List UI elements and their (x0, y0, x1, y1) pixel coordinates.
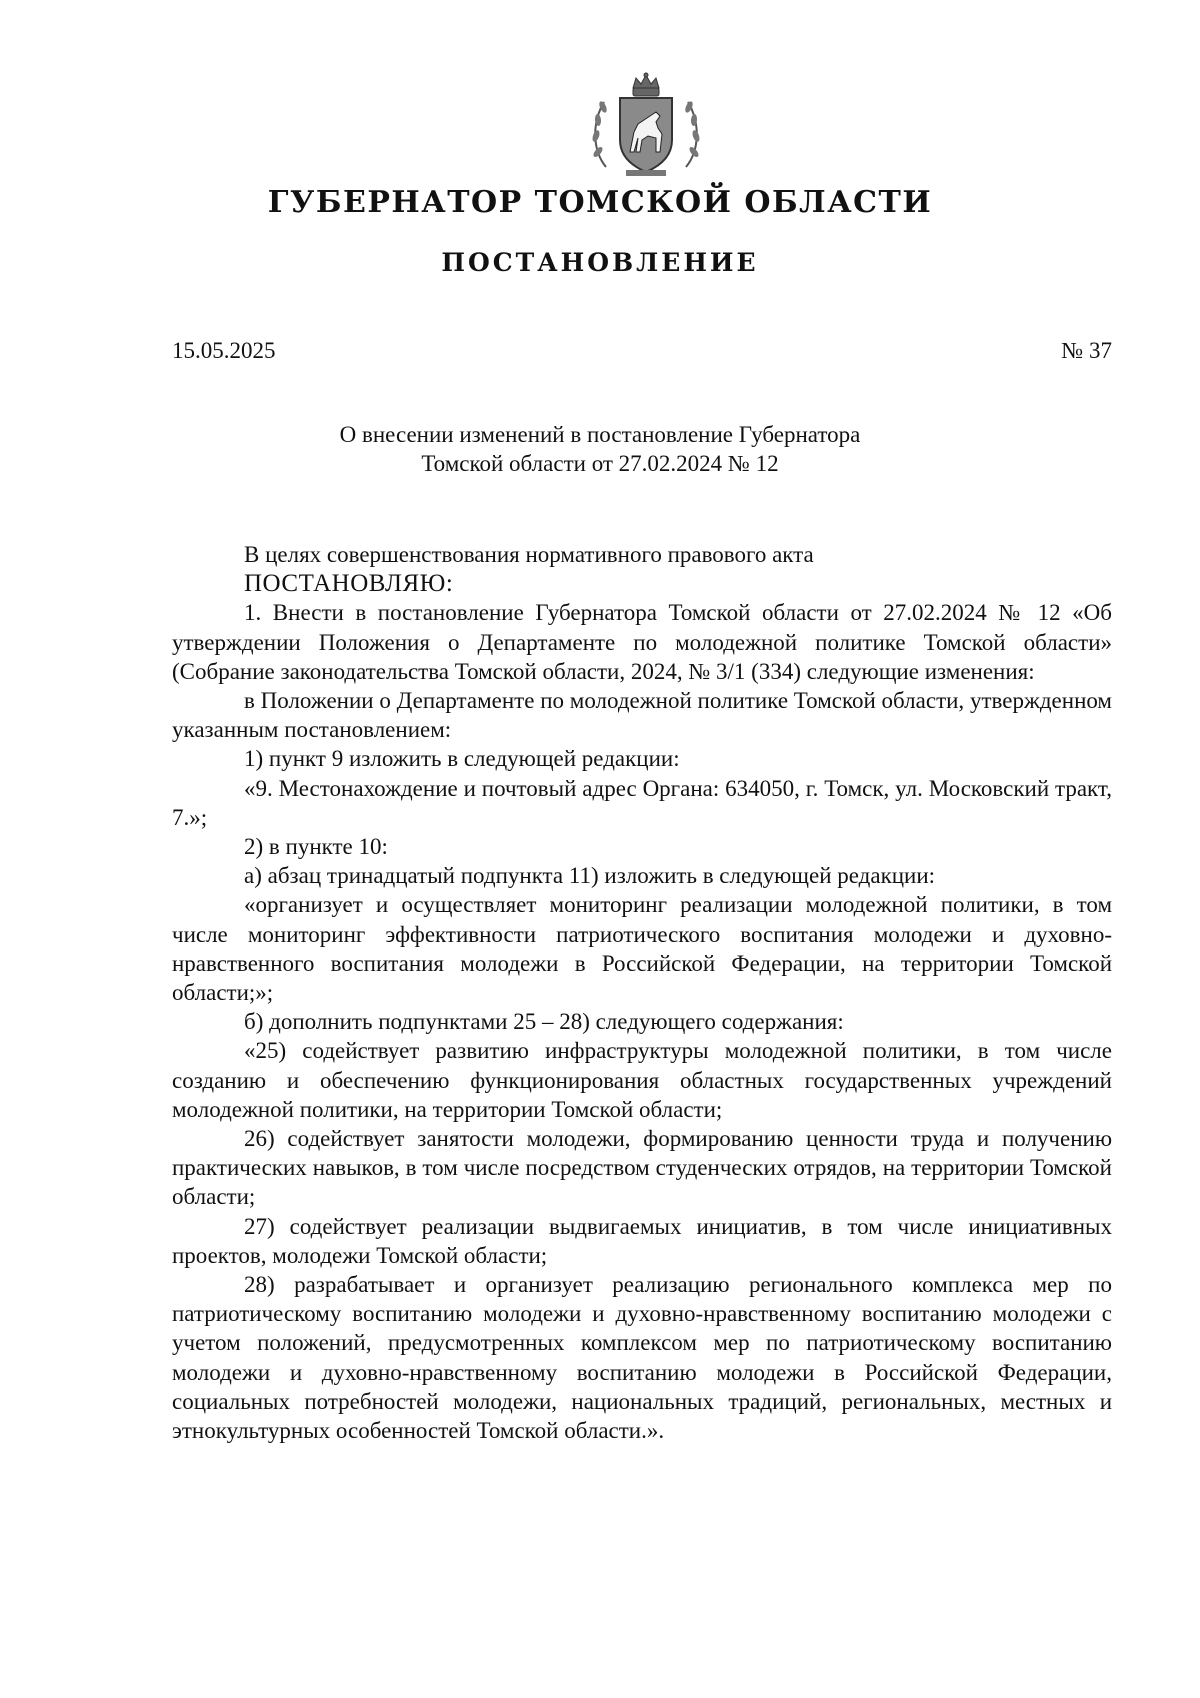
resolve-heading: ПОСТАНОВЛЯЮ: (244, 570, 454, 598)
document-date: 15.05.2025 (172, 338, 276, 363)
issuing-authority: ГУБЕРНАТОР ТОМСКОЙ ОБЛАСТИ (267, 185, 933, 220)
body-paragraph: а) абзац тринадцатый подпункта 11) изложить в следующей редакции: (244, 863, 936, 889)
subject-line-2: Томской области от 27.02.2024 № 12 (421, 451, 779, 476)
body-paragraph: «25) содействует развитию инфраструктуры молодежной политики, в том числе созданию и обеспечению функционирования областных государственных учреждений молодежной политики, на территории Томской области; (172, 1038, 1112, 1122)
body-paragraph: б) дополнить подпунктами 25 – 28) следующего содержания: (244, 1009, 844, 1035)
body-paragraph: 1) пункт 9 изложить в следующей редакции: (244, 746, 680, 772)
intro-paragraph: В целях совершенствования нормативного правового акта (244, 542, 814, 567)
body-paragraph: «9. Местонахождение и почтовый адрес Органа: 634050, г. Томск, ул. Московский тракт, 7.»; (172, 775, 1112, 830)
body-paragraph: в Положении о Департаменте по молодежной политике Томской области, утвержденном указанным постановлением: (172, 688, 1112, 743)
body-paragraph: 27) содействует реализации выдвигаемых инициатив, в том числе инициативных проектов, молодежи Томской области; (172, 1213, 1112, 1268)
body-paragraph: 28) разрабатывает и организует реализацию регионального комплекса мер по патриотическому воспитанию молодежи и духовно-нравственному воспитанию молодежи с учетом положений, предусмотренных комплексом мер по патриотическому воспитанию молодежи и духовно-нравственному воспитанию молодежи в Российской Федерации, социальных потребностей молодежи, национальных традиций, региональных, местных и этнокультурных особенностей Томской области.». (172, 1272, 1112, 1444)
tomsk-coat-of-arms-icon (586, 72, 706, 182)
body-paragraph: 1. Внести в постановление Губернатора Томской области от 27.02.2024 № 12 «Об утверждении Положения о Департаменте по молодежной политике Томской области» (Собрание законодательства Томской области, 2024, № 3/1 (334) следующие изменения: (172, 600, 1112, 684)
document-type: ПОСТАНОВЛЕНИЕ (441, 248, 759, 277)
document-subject (0, 420, 1200, 478)
subject-line-1: О внесении изменений в постановление Губернатора (339, 422, 861, 447)
body-paragraph: 2) в пункте 10: (244, 834, 388, 860)
document-body (172, 540, 1112, 1445)
body-paragraph: 26) содействует занятости молодежи, формированию ценности труда и получению практических навыков, в том числе посредством студенческих отрядов, на территории Томской области; (172, 1126, 1112, 1210)
document-number: № 37 (1061, 338, 1112, 363)
body-paragraph: «организует и осуществляет мониторинг реализации молодежной политики, в том числе мониторинг эффективности патриотического воспитания молодежи и духовно-нравственного воспитания молодежи в Российской Федерации, на территории Томской области;»; (172, 892, 1112, 1006)
